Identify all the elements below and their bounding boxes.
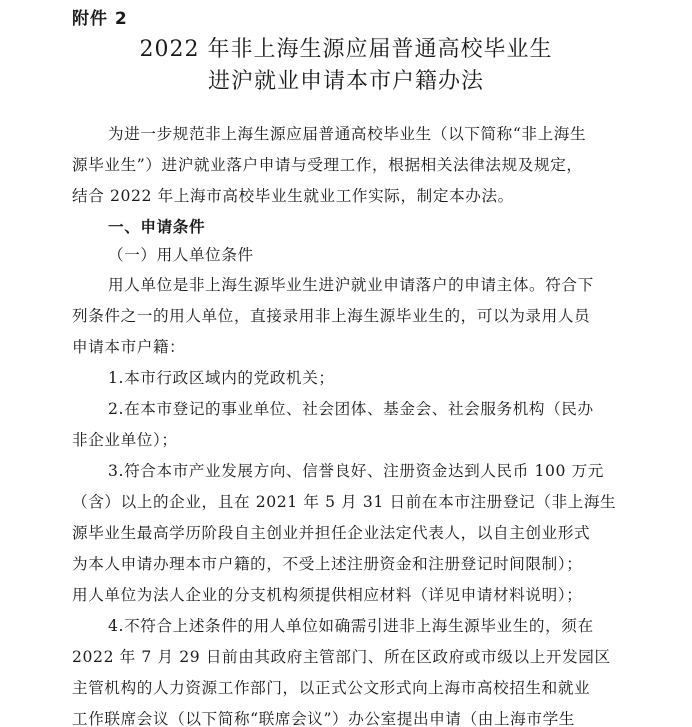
paragraph-line: 为进一步规范非上海生源应届普通高校毕业生（以下简称“非上海生 (108, 125, 587, 143)
paragraph-line: 源毕业生”）进沪就业落户申请与受理工作，根据相关法律法规及规定， (72, 156, 583, 174)
list-item: 4.不符合上述条件的用人单位如确需引进非上海生源毕业生的，须在 (108, 617, 594, 635)
paragraph-line: 工作联席会议（以下简称“联席会议”）办公室提出申请（由上海市学生 (72, 710, 575, 727)
document-title-line-2: 进沪就业申请本市户籍办法 (207, 69, 484, 94)
list-item: 2.在本市登记的事业单位、社会团体、基金会、社会服务机构（民办 (108, 400, 594, 418)
paragraph-line: 结合 2022 年上海市高校毕业生就业工作实际，制定本办法。 (72, 187, 514, 205)
paragraph-line: 用人单位为法人企业的分支机构须提供相应材料（详见申请材料说明）； (72, 586, 583, 604)
paragraph-line: 源毕业生最高学历阶段自主创业并担任企业法定代表人，以自主创业形式 (72, 524, 591, 542)
attachment-label: 附件 2 (72, 9, 128, 29)
paragraph-line: 非企业单位）； (72, 431, 178, 449)
paragraph-line: 列条件之一的用人单位，直接录用非上海生源毕业生的，可以为录用人员 (72, 307, 591, 325)
document-title-line-1: 2022 年非上海生源应届普通高校毕业生 (139, 37, 553, 62)
paragraph-line: 2022 年 7 月 29 日前由其政府主管部门、所在区政府或市级以上开发园区 (72, 648, 611, 666)
paragraph-line: 申请本市户籍： (72, 338, 186, 356)
list-item: 1.本市行政区域内的党政机关； (108, 369, 335, 387)
paragraph-line: 为本人申请办理本市户籍的，不受上述注册资金和注册登记时间限制）； (72, 555, 583, 573)
list-item: 3.符合本市产业发展方向、信誉良好、注册资金达到人民币 100 万元 (108, 462, 604, 480)
paragraph-line: （含）以上的企业，且在 2021 年 5 月 31 日前在本市注册登记（非上海生 (72, 493, 617, 511)
subsection-heading: （一）用人单位条件 (108, 246, 254, 264)
section-heading: 一、申请条件 (108, 218, 206, 236)
paragraph-line: 用人单位是非上海生源毕业生进沪就业申请落户的申请主体。符合下 (108, 276, 594, 294)
paragraph-line: 主管机构的人力资源工作部门，以正式公文形式向上海市高校招生和就业 (72, 679, 591, 697)
